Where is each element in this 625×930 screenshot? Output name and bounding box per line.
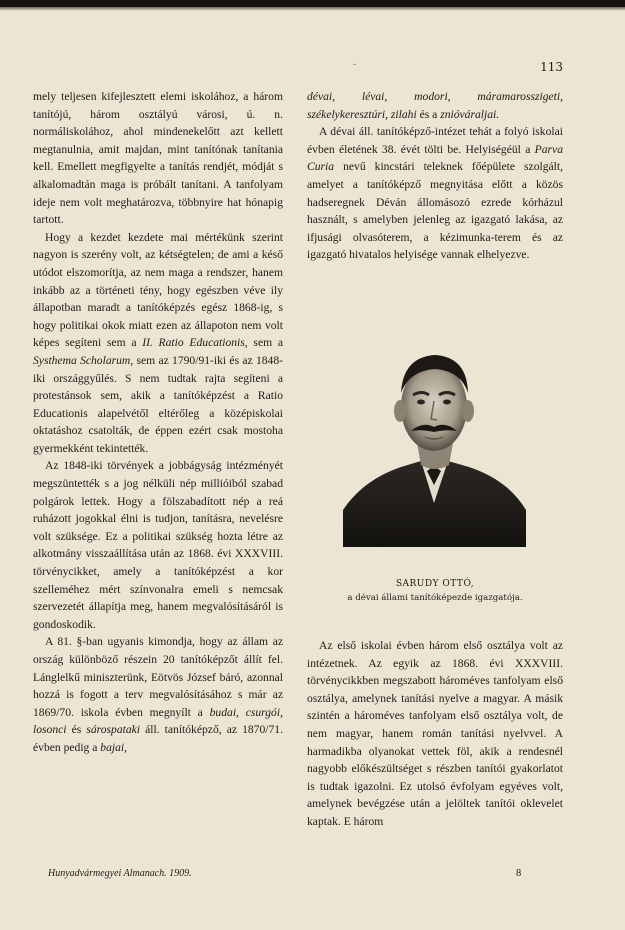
photo-caption-text: a dévai állami tanítóképezde igazgatója.	[347, 593, 523, 603]
scan-top-shadow	[0, 7, 625, 11]
footer-signature-number: 8	[516, 868, 522, 879]
right-paragraph-1: dévai, lévai, modori, máramarosszigeti, székelykeresztúri, zilahi és a znióváraljai.	[307, 90, 563, 121]
right-paragraph-2: A dévai áll. tanítóképző-intézet tehát a folyó iskolai évben életének 38. évét tölti be. Helyiségéül a Parva Curia nevű kincstári teleknek főépülete szolgált, amelyet a tanítóképző megnyitása előtt a közös hadseregnek Déván állomásozó ezrede kórházul használt, s amelyben jelenleg az igazgató lakása, az ifjusági olvasóterem, a kézimunka-terem és az igazgató hivatalos helyisége vannak elhelyezve.	[307, 125, 563, 262]
right-paragraph-3: Az első iskolai évben három első osztálya volt az intézetnek. Az egyik az 1868. évi XXXVIII. törvénycikkben megszabott hároméves tanfolyam első osztálya, amelynek tanítási nyelve a magyar. A másik szintén a hároméves tanfolyam első osztálya volt, de nem magyar, hanem román tanítási nyelvvel. A harmadikba olyanokat vettek föl, akik a rendesnél nagyobb előkészültséget s részben tanítói gyakorlatot is tudtak igazolni. Ez utolsó évfolyam egyéves volt, amelynek bevégzése után a jelöltek tanítói oklevelet kaptak. E három	[307, 639, 563, 828]
photo-caption-name: SARUDY OTTÓ,	[395, 579, 475, 589]
scan-top-border	[0, 0, 625, 7]
right-column-top	[307, 88, 563, 264]
portrait-photograph	[343, 335, 526, 547]
left-column	[33, 88, 283, 757]
left-paragraph-2: Hogy a kezdet kezdete mai mértékünk szerint nagyon is szerény volt, az kétségtelen; de ami a késő utódot elszomorítja, az nem maga a rendszer, hanem inkább az a történeti tény, hogy egészben véve ily állapotban maradt a tanítóképzés egész 1868-ig, s hogy politikai okok miatt ezen az állapoton nem volt képes segíteni sem a II. Ratio Educationis, sem a Systhema Scholarum, sem az 1790/91-iki és az 1848-iki országgyűlés. S nem tudtak rajta segíteni a protestánsok sem, akik a tanítóképzést a Ratio Educationis alapelvétől eltérőleg a középiskolai oktatáshoz csatolták, de éppen ezért csak mostoha gyermekként tekintették.	[33, 230, 283, 455]
right-column-bottom	[307, 637, 563, 831]
portrait-icon	[343, 335, 526, 547]
page-number: 113	[540, 60, 563, 74]
left-paragraph-3: Az 1848-iki törvények a jobbágyság intézményét megszüntették s a jog nélküli nép millióiból szabad polgárok lettek. Hogy a fölszabadított nép a reá ruházott jogokkal élni is tudjon, tanításra, nevelésre volt szüksége. Ez a politikai szükség hozta létre az alkotmány visszaállítása után az 1868. évi XXXVIII. törvénycikket, amely a tanítóképzést a kor szelleméhez mért színvonalra emeli s nemcsak szervezetét állapítja meg, hanem megvalósításáról is gondoskodik.	[33, 459, 283, 631]
left-paragraph-4: A 81. §-ban ugyanis kimondja, hogy az állam az ország különböző részein 20 tanítóképzőt állít fel. Lánglelkű miniszterünk, Eötvös József báró, azonnal hozzá is fogott a terv megvalósításához s már az 1869/70. iskola évben megnyílt a budai, csurgói, losonci és sárospataki áll. tanítóképző, az 1870/71. évben pedig a bajai,	[33, 635, 283, 754]
page-mark: -	[353, 60, 357, 70]
footer-publication: Hunyadvármegyei Almanach. 1909.	[48, 868, 192, 879]
left-paragraph-1: mely teljesen kifejlesztett elemi iskolához, a három tanítójú, három osztályú városi, ú. n. normáliskolához, ahol mindenekelőtt azt kellett megtanulnia, amit majdan, mint tanítónak tanítania kell. Emellett megfigyelte a tanítás rendjét, módját s alkalomadtán maga is próbált tanítani. A tanfolyam ideje nem volt meghatározva, többnyire hat hónapig tartott.	[33, 90, 283, 227]
